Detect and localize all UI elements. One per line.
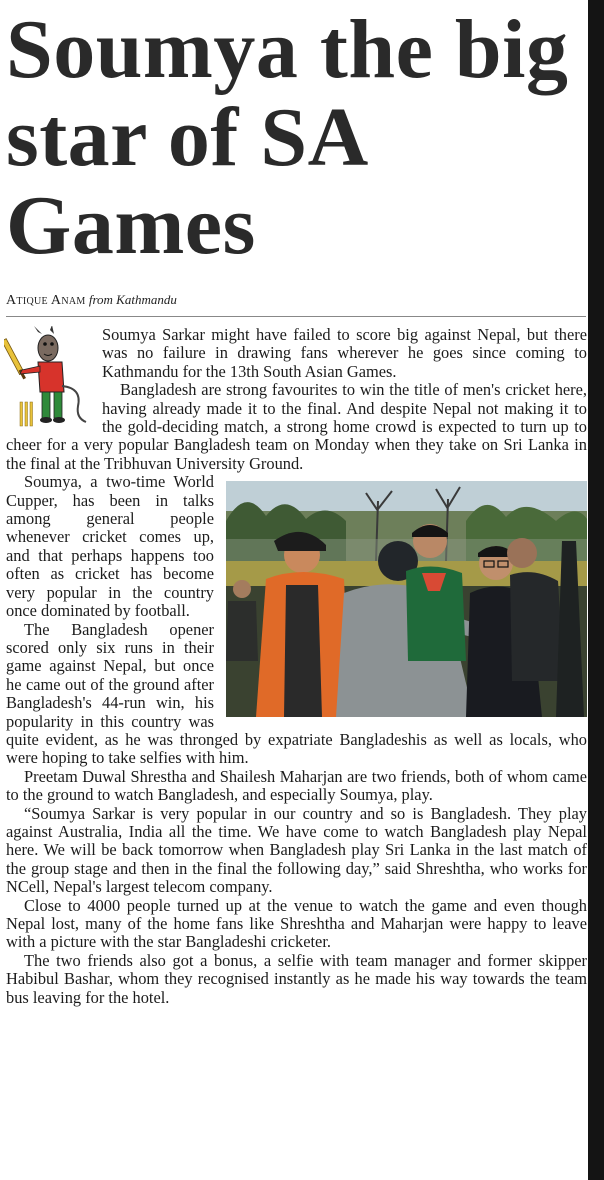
paragraph-2: Bangladesh are strong favourites to win the title of men's cricket here, having already made it to the final. And despite Nepal not making it to the gold-deciding match, a strong home crowd is expected to turn up to cheer for a very popular Bangladesh team on Monday when they take on Sri Lanka in the final at the Tribhuvan University Ground. [6,380,587,473]
paragraph-7: Close to 4000 people turned up at the venue to watch the game and even though Nepal lost, many of the home fans like Shreshtha and Maharjan were happy to leave with a picture with the star Bangladeshi cricketer. [6,895,587,952]
article-body [6,326,587,1007]
byline [6,292,586,309]
paragraph-8: The two friends also got a bonus, a selfie with team manager and former skipper Habibul Bashar, whom they recognised instantly as he made his way towards the team bus leaving for the hotel. [6,950,587,1007]
byline-author: Atique Anam [6,293,86,308]
page-edge-bar [588,0,604,1180]
byline-rule [6,316,586,317]
paragraph-6: “Soumya Sarkar is very popular in our country and so is Bangladesh. They play against Australia, India all the time. We have come to watch Bangladesh play Nepal here. We will be back tomorrow when Bangladesh play Sri Lanka in the last match of the group stage and then in the final the following day,” said Shreshtha, who works for NCell, Nepal's largest telecom company. [6,803,587,897]
headline: Soumya the big star of SA Games [6,3,569,272]
paragraph-3: Soumya, a two-time World Cupper, has been in talks among general people whenever cricket comes up, and that perhaps happens too often as cricket has become very popular in the country once dominated by football. [6,472,214,621]
byline-dateline: from Kathmandu [88,292,177,307]
news-photo-fans-selfie [226,481,587,717]
paragraph-1: Soumya Sarkar might have failed to score big against Nepal, but there was no failure in drawing fans wherever he goes since coming to Kathmandu for the 13th South Asian Games. [102,325,587,381]
cricket-mascot-illustration [4,326,96,432]
paragraph-4: The Bangladesh opener scored only six runs in their game against Nepal, but once he came out of the ground after Bangladesh's 44-run win, his popularity in this country was quite evident, as he was thronged by expatriate Bangladeshis as well as locals, who were hoping to take selfies with him. [6,619,587,768]
paragraph-5: Preetam Duwal Shrestha and Shailesh Maharjan are two friends, both of whom came to the ground to watch Bangladesh, and especially Soumya, play. [6,766,587,805]
